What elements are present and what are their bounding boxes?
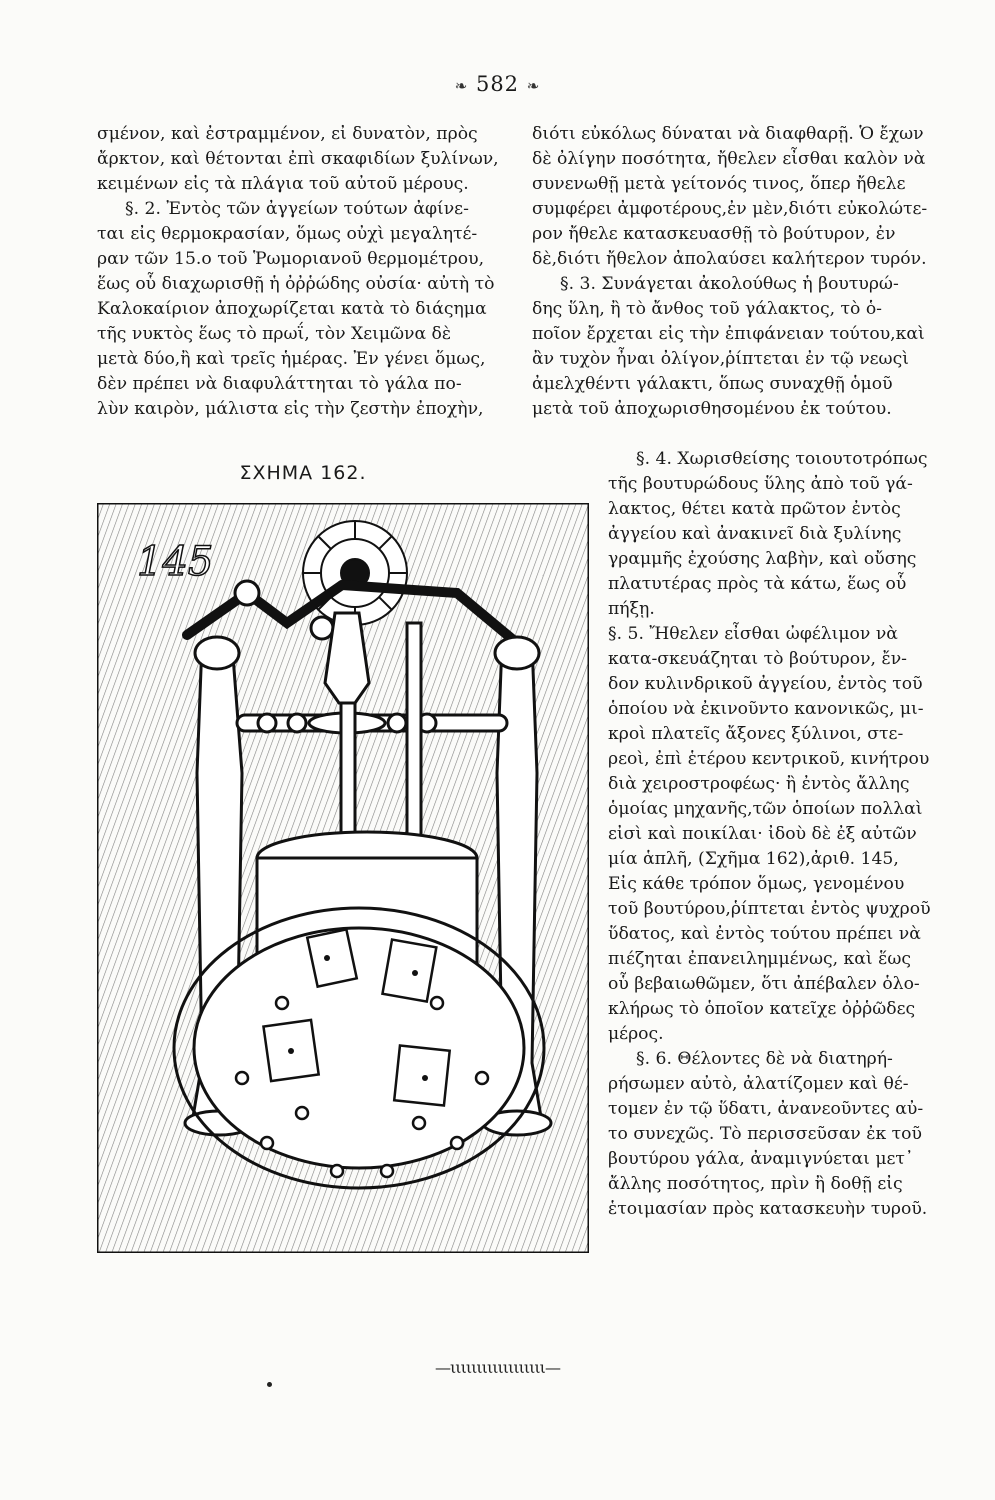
text-line: τομεν ἐν τῷ ὕδατι, ἀνανεοῦντες αὐ- (608, 1099, 924, 1119)
text-line: κροὶ πλατεῖς ἄξονες ξύλινοι, στε- (608, 724, 904, 744)
text-line: σμένον, καὶ ἐστραμμένον, εἰ δυνατὸν, πρὸς (97, 124, 478, 144)
text-line: ρεοὶ, ἐπὶ ἑτέρου κεντρικοῦ, κινήτρου (608, 749, 930, 769)
text-line: εἰσὶ καὶ ποικίλαι· ἰδοὺ δὲ ἐξ αὐτῶν (608, 824, 917, 844)
text-line: λακτος, θέτει κατὰ πρῶτον ἐντὸς (608, 499, 901, 519)
figure-caption: ΣΧΗΜΑ 162. (239, 462, 367, 484)
right-column-top (532, 122, 944, 422)
text-line: ὕδατος, καὶ ἐντὸς τούτου πρέπει νὰ (608, 924, 921, 944)
text-line: λὺν καιρὸν, μάλιστα εἰς τὴν ζεστὴν ἐποχὴν, (97, 399, 484, 419)
text-line: βουτύρου γάλα, ἀναμιγνύεται μετ᾽ (608, 1149, 914, 1169)
text-line: γραμμῆς ἐχούσης λαβὴν, καὶ οὔσης (608, 549, 917, 569)
text-line: §. 5. Ἤθελεν εἶσθαι ὠφέλιμον νὰ (608, 624, 898, 644)
text-line: τῆς νυκτὸς ἕως τὸ πρωΐ, τὸν Χειμῶνα δὲ (97, 324, 452, 344)
text-line: δὲν πρέπει νὰ διαφυλάττηται τὸ γάλα πο- (97, 374, 462, 394)
text-line: ἕως οὗ διαχωρισθῇ ἡ ὀῤῥώδης οὐσία· αὐτὴ τὸ (97, 274, 495, 294)
text-line: συνενωθῇ μετὰ γείτονός τινος, ὅπερ ἤθελε (532, 174, 906, 194)
text-line: πήξῃ. (608, 599, 655, 619)
text-line: δὲ,διότι ἤθελον ἀπολαύσει καλήτερον τυρόν. (532, 249, 927, 269)
text-line: πιέζηται ἐπανειλημμένως, καὶ ἕως (608, 949, 911, 969)
text-line: μία ἁπλῆ, (Σχῆμα 162),ἀριθ. 145, (608, 849, 899, 869)
text-line: §. 3. Συνάγεται ἀκολούθως ἡ βουτυρώ- (560, 274, 899, 294)
text-line: δον κυλινδρικοῦ ἀγγείου, ἐντὸς τοῦ (608, 674, 923, 694)
text-line: κατα-σκευάζηται τὸ βούτυρον, ἔν- (608, 649, 907, 669)
butter-churn-figure (97, 503, 589, 1253)
text-line: ἂν τυχὸν ἦναι ὀλίγον,ῥίπτεται ἐν τῷ νεωςὶ (532, 349, 909, 369)
text-line: μετὰ τοῦ ἀποχωρισθησομένου ἐκ τούτου. (532, 399, 892, 419)
text-line: ἄλλης ποσότητος, πρὶν ἢ δοθῇ εἰς (608, 1174, 903, 1194)
text-line: πλατυτέρας πρὸς τὰ κάτω, ἕως οὗ (608, 574, 907, 594)
text-line: ρον ἤθελε κατασκευασθῇ τὸ βούτυρον, ἐν (532, 224, 896, 244)
ornament-right-icon: ❧ (526, 77, 541, 95)
text-line: ἀγγείου καὶ ἀνακινεῖ διὰ ξυλίνης (608, 524, 902, 544)
bottom-dot (267, 1382, 272, 1387)
text-line: §. 2. Ἐντὸς τῶν ἀγγείων τούτων ἀφίνε- (125, 199, 469, 219)
text-line: ται εἰς θερμοκρασίαν, ὅμως οὐχὶ μεγαλητέ- (97, 224, 478, 244)
text-line: ποῖον ἔρχεται εἰς τὴν ἐπιφάνειαν τούτου,καὶ (532, 324, 925, 344)
text-line: ρήσωμεν αὐτὸ, ἀλατίζομεν καὶ θέ- (608, 1074, 909, 1094)
text-line: ὁποίου νὰ ἐκινοῦντο κανονικῶς, μι- (608, 699, 924, 719)
text-line: δης ὕλη, ἢ τὸ ἄνθος τοῦ γάλακτος, τὸ ὁ- (532, 299, 882, 319)
text-line: κειμένων εἰς τὰ πλάγια τοῦ αὐτοῦ μέρους. (97, 174, 469, 194)
text-line: το συνεχῶς. Τὸ περισσεῦσαν ἐκ τοῦ (608, 1124, 922, 1144)
text-line: συμφέρει ἀμφοτέρους,ἐν μὲν,διότι εὐκολώτε- (532, 199, 928, 219)
butter-churn-illustration (97, 503, 589, 1253)
page-number: 582 (475, 72, 520, 96)
right-column-narrow (608, 447, 944, 1222)
text-line: §. 4. Χωρισθείσης τοιουτοτρόπως (636, 449, 928, 469)
text-line: διότι εὐκόλως δύναται νὰ διαφθαρῇ. Ὁ ἔχων (532, 124, 924, 144)
text-line: ἀμελχθέντι γάλακτι, ὅπως συναχθῇ ὁμοῦ (532, 374, 893, 394)
text-line: μέρος. (608, 1024, 664, 1044)
text-line: Εἰς κάθε τρόπον ὅμως, γενομένου (608, 874, 905, 894)
text-line: §. 6. Θέλοντες δὲ νὰ διατηρή- (636, 1049, 893, 1069)
bottom-rule: —ιιιιιιιιιιιιιιιιιι— (435, 1358, 560, 1377)
text-line: ραν τῶν 15.ο τοῦ Ῥωμοριανοῦ θερμομέτρου, (97, 249, 485, 269)
text-line: ἄρκτον, καὶ θέτονται ἐπὶ σκαφιδίων ξυλίνων, (97, 149, 499, 169)
text-line: μετὰ δύο,ἢ καὶ τρεῖς ἡμέρας. Ἐν γένει ὅμως, (97, 349, 486, 369)
text-line: κλήρως τὸ ὁποῖον κατεῖχε ὀῤῥῶδες (608, 999, 916, 1019)
left-column (97, 122, 509, 422)
text-line: ἑτοιμασίαν πρὸς κατασκευὴν τυροῦ. (608, 1199, 928, 1219)
text-line: Καλοκαίριον ἀποχωρίζεται κατὰ τὸ διάςημα (97, 299, 487, 319)
text-line: τοῦ βουτύρου,ῥίπτεται ἐντὸς ψυχροῦ (608, 899, 931, 919)
text-line: ὁμοίας μηχανῆς,τῶν ὁποίων πολλαὶ (608, 799, 923, 819)
text-line: οὗ βεβαιωθῶμεν, ὅτι ἀπέβαλεν ὁλο- (608, 974, 920, 994)
page-header (0, 72, 995, 96)
ornament-left-icon: ❧ (454, 77, 469, 95)
text-line: διὰ χειροστροφέως· ἢ ἐντὸς ἄλλης (608, 774, 910, 794)
figure-number-label: 145 (137, 539, 214, 585)
text-line: δὲ ὀλίγην ποσότητα, ἤθελεν εἶσθαι καλὸν νὰ (532, 149, 926, 169)
text-line: τῆς βουτυρώδους ὕλης ἀπὸ τοῦ γά- (608, 474, 913, 494)
